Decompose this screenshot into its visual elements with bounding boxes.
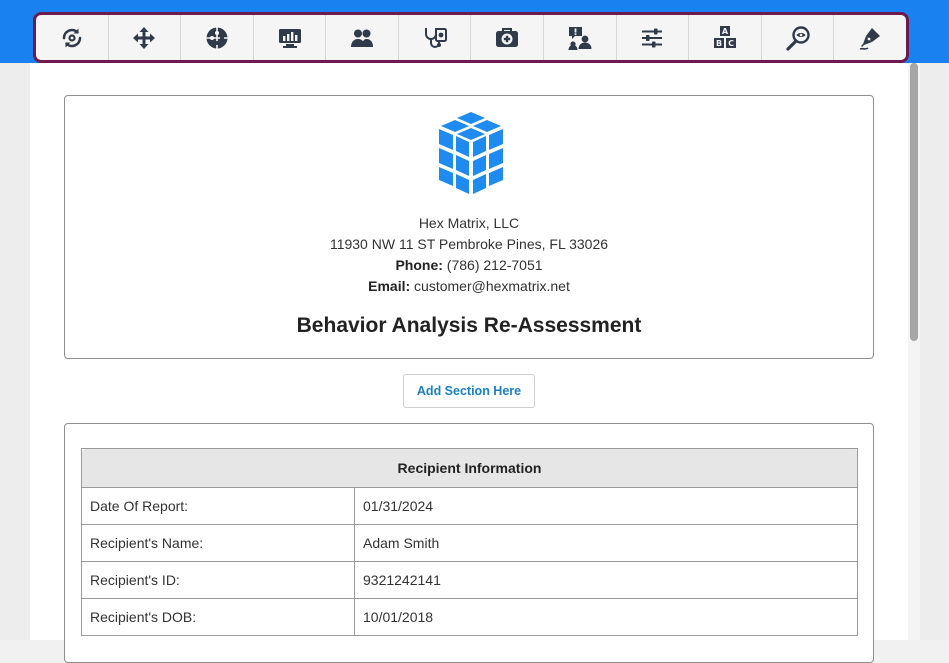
search-eye-icon [785, 25, 811, 51]
company-header-card [64, 95, 874, 359]
table-row [82, 488, 858, 525]
report-title: Behavior Analysis Re-Assessment [296, 314, 642, 337]
svg-text:C: C [728, 38, 734, 48]
date-of-report-label: Date Of Report: [82, 488, 355, 525]
toolbar-search-button[interactable] [762, 15, 835, 60]
right-gutter [920, 63, 949, 640]
recipient-name-value: Adam Smith [355, 525, 858, 562]
recipient-info-table [81, 448, 858, 636]
toolbar-medical-kit-button[interactable] [471, 15, 544, 60]
table-row [82, 562, 858, 599]
toolbar-move-button[interactable] [109, 15, 182, 60]
toolbar-stethoscope-button[interactable] [399, 15, 472, 60]
add-section-button[interactable]: Add Section Here [403, 374, 535, 408]
user-alert-icon [567, 25, 593, 51]
hex-cube-logo [425, 108, 517, 198]
sliders-icon [639, 25, 665, 51]
users-icon [349, 25, 375, 51]
puzzle-icon [204, 25, 230, 51]
svg-text:B: B [715, 38, 723, 48]
svg-text:A: A [721, 26, 729, 36]
table-row [82, 525, 858, 562]
recipient-info-heading: Recipient Information [82, 449, 858, 488]
toolbar-sliders-button[interactable] [617, 15, 690, 60]
email-value: customer@hexmatrix.net [414, 278, 570, 294]
recipient-dob-label: Recipient's DOB: [82, 599, 355, 636]
table-row [82, 599, 858, 636]
company-phone [65, 257, 873, 273]
move-arrows-icon [131, 25, 157, 51]
recipient-name-label: Recipient's Name: [82, 525, 355, 562]
phone-label: Phone: [395, 257, 443, 273]
recipient-id-label: Recipient's ID: [82, 562, 355, 599]
recipient-id-value: 9321242141 [355, 562, 858, 599]
toolbar [33, 12, 909, 63]
abc-blocks-icon [712, 25, 738, 51]
company-name: Hex Matrix, LLC [418, 215, 520, 231]
scrollbar-thumb[interactable] [910, 63, 918, 341]
pen-nib-icon [857, 25, 883, 51]
toolbar-sign-button[interactable] [834, 15, 906, 60]
company-email [65, 278, 873, 294]
phone-value: (786) 212-7051 [446, 257, 543, 273]
toolbar-refresh-button[interactable] [36, 15, 109, 60]
medical-kit-icon [494, 25, 520, 51]
stethoscope-icon [422, 25, 448, 51]
toolbar-monitor-button[interactable] [254, 15, 327, 60]
toolbar-abc-blocks-button[interactable] [689, 15, 762, 60]
email-label: Email: [368, 278, 411, 294]
recipient-dob-value: 10/01/2018 [355, 599, 858, 636]
recipient-info-card [64, 423, 874, 663]
monitor-chart-icon [277, 25, 303, 51]
refresh-gear-icon [59, 25, 85, 51]
company-address: 11930 NW 11 ST Pembroke Pines, FL 33026 [329, 236, 609, 252]
toolbar-puzzle-button[interactable] [181, 15, 254, 60]
toolbar-user-alert-button[interactable] [544, 15, 617, 60]
toolbar-users-button[interactable] [326, 15, 399, 60]
date-of-report-value: 01/31/2024 [355, 488, 858, 525]
left-gutter [0, 63, 30, 640]
